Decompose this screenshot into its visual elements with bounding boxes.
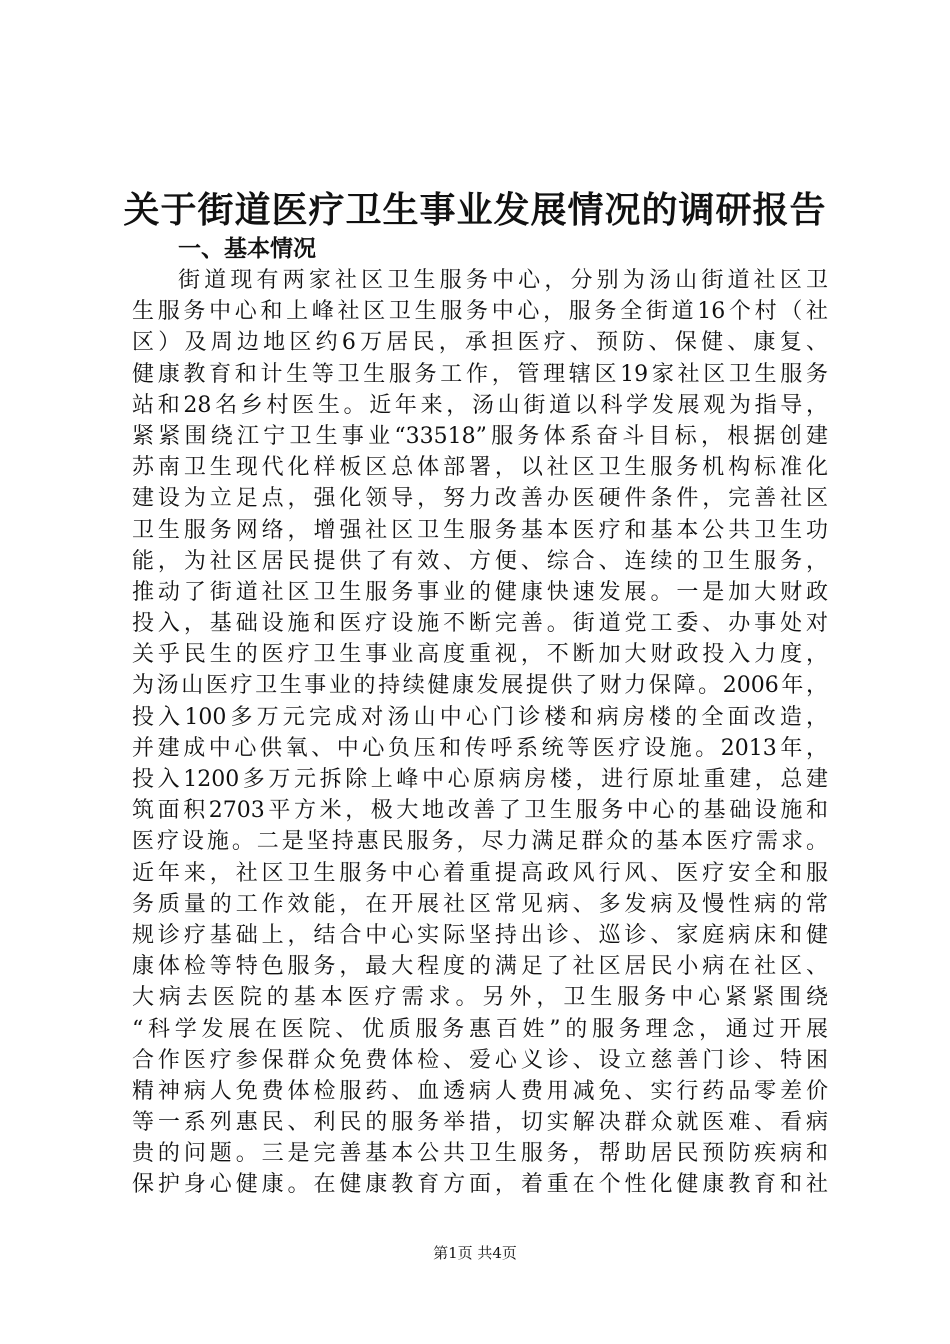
paragraph-line: 务质量的工作效能，在开展社区常见病、多发病及慢性病的常: [132, 891, 828, 917]
section-heading: 一、基本情况: [178, 236, 316, 262]
body-paragraph: [132, 265, 828, 1201]
paragraph-line: “科学发展在医院、优质服务惠百姓”的服务理念，通过开展: [132, 1016, 828, 1042]
paragraph-line: 站和28名乡村医生。近年来，汤山街道以科学发展观为指导，: [132, 392, 828, 418]
paragraph-line: 紧紧围绕江宁卫生事业“33518”服务体系奋斗目标，根据创建: [132, 423, 828, 449]
paragraph-line: 投入1200多万元拆除上峰中心原病房楼，进行原址重建，总建: [132, 767, 828, 792]
page-footer: 第1页 共4页: [433, 1244, 517, 1262]
paragraph-line: 康体检等特色服务，最大程度的满足了社区居民小病在社区、: [132, 954, 828, 980]
paragraph-line: 保护身心健康。在健康教育方面，着重在个性化健康教育和社: [132, 1172, 828, 1198]
paragraph-line: 精神病人免费体检服药、血透病人费用减免、实行药品零差价: [132, 1078, 828, 1104]
paragraph-line: 卫生服务网络，增强社区卫生服务基本医疗和基本公共卫生功: [132, 517, 828, 543]
paragraph-line: 生服务中心和上峰社区卫生服务中心，服务全街道16个村（社: [132, 299, 828, 325]
paragraph-line: 筑面积2703平方米，极大地改善了卫生服务中心的基础设施和: [132, 798, 828, 824]
paragraph-line: 投入100多万元完成对汤山中心门诊楼和病房楼的全面改造，: [132, 704, 828, 730]
paragraph-line: 为汤山医疗卫生事业的持续健康发展提供了财力保障。2006年，: [132, 673, 828, 699]
paragraph-line: 合作医疗参保群众免费体检、爱心义诊、设立慈善门诊、特困: [132, 1047, 828, 1073]
paragraph-line: 医疗设施。二是坚持惠民服务，尽力满足群众的基本医疗需求。: [132, 829, 828, 855]
paragraph-line: 投入，基础设施和医疗设施不断完善。街道党工委、办事处对: [132, 611, 828, 637]
paragraph-line: 推动了街道社区卫生服务事业的健康快速发展。一是加大财政: [132, 579, 828, 605]
paragraph-line: 街道现有两家社区卫生服务中心，分别为汤山街道社区卫: [178, 268, 828, 293]
paragraph-line: 规诊疗基础上，结合中心实际坚持出诊、巡诊、家庭病床和健: [132, 922, 828, 948]
paragraph-line: 能，为社区居民提供了有效、方便、综合、连续的卫生服务，: [132, 548, 828, 574]
paragraph-line: 健康教育和计生等卫生服务工作，管理辖区19家社区卫生服务: [132, 361, 828, 387]
paragraph-line: 建设为立足点，强化领导，努力改善办医硬件条件，完善社区: [132, 486, 828, 512]
paragraph-line: 大病去医院的基本医疗需求。另外，卫生服务中心紧紧围绕: [132, 985, 828, 1011]
paragraph-line: 并建成中心供氧、中心负压和传呼系统等医疗设施。2013年，: [132, 735, 828, 761]
paragraph-line: 等一系列惠民、利民的服务举措，切实解决群众就医难、看病: [132, 1110, 828, 1136]
paragraph-line: 区）及周边地区约6万居民，承担医疗、预防、保健、康复、: [132, 330, 828, 356]
paragraph-line: 苏南卫生现代化样板区总体部署，以社区卫生服务机构标准化: [132, 455, 828, 481]
document-title: 关于街道医疗卫生事业发展情况的调研报告: [123, 189, 827, 231]
paragraph-line: 关乎民生的医疗卫生事业高度重视，不断加大财政投入力度，: [132, 642, 828, 668]
paragraph-line: 贵的问题。三是完善基本公共卫生服务，帮助居民预防疾病和: [132, 1141, 828, 1167]
paragraph-line: 近年来，社区卫生服务中心着重提高政风行风、医疗安全和服: [132, 860, 828, 886]
